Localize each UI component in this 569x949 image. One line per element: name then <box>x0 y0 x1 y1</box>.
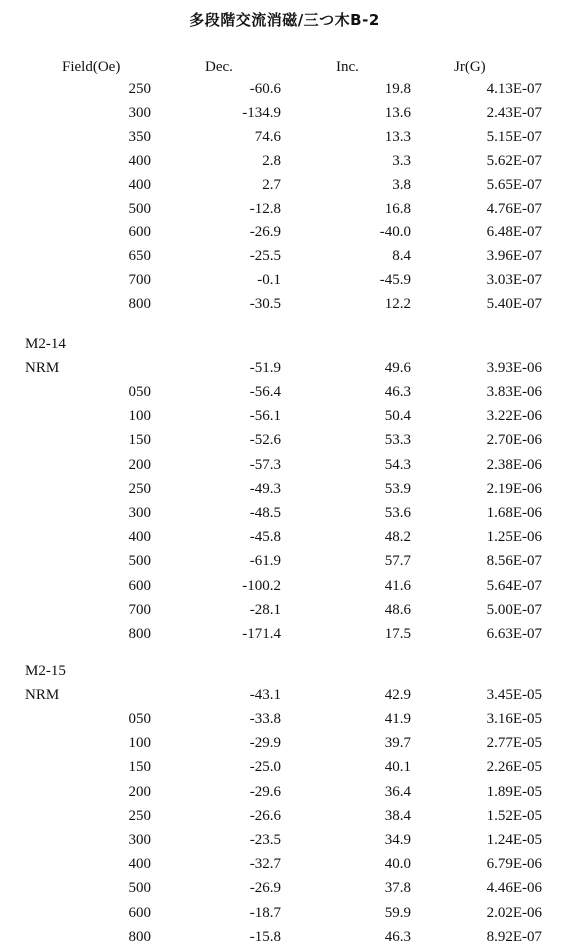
inc-value: 46.3 <box>384 928 411 945</box>
table-row <box>0 429 569 451</box>
dec-value: -26.6 <box>249 807 281 824</box>
dec-value: -15.8 <box>249 928 281 945</box>
dec-value: -56.4 <box>249 384 281 400</box>
nrm-row <box>0 684 569 706</box>
field-value: 050 <box>128 711 151 727</box>
table-row <box>0 902 569 924</box>
table-row <box>0 877 569 899</box>
field-value: 400 <box>128 856 151 873</box>
inc-value: 38.4 <box>384 807 411 824</box>
inc-value: 50.4 <box>384 408 411 425</box>
header-inc: Inc. <box>336 59 359 75</box>
field-value: 400 <box>128 152 151 169</box>
table-row <box>0 853 569 875</box>
jr-value: 1.25E-06 <box>486 529 542 546</box>
dec-value: -56.1 <box>249 408 281 425</box>
table-row <box>0 502 569 524</box>
inc-value: 53.3 <box>384 432 411 449</box>
dec-value: -60.6 <box>249 81 281 97</box>
inc-value: 40.1 <box>384 759 411 776</box>
dec-value: -32.7 <box>249 856 281 873</box>
inc-value: 3.3 <box>392 152 411 169</box>
table-row <box>0 150 569 172</box>
nrm-label: NRM <box>25 687 60 703</box>
inc-value: 53.9 <box>384 480 411 497</box>
table-row <box>0 526 569 548</box>
inc-value: -40.0 <box>379 224 411 241</box>
inc-value: 16.8 <box>384 200 411 217</box>
dec-value: -57.3 <box>249 456 281 473</box>
jr-value: 2.02E-06 <box>486 904 542 921</box>
dec-value: -0.1 <box>257 272 281 289</box>
field-value: 500 <box>128 200 151 217</box>
field-value: 250 <box>128 81 151 97</box>
header-field: Field(Oe) <box>62 59 121 75</box>
field-value: 350 <box>128 128 151 145</box>
dec-value: -33.8 <box>249 711 281 727</box>
table-row <box>0 708 569 730</box>
table-row <box>0 623 569 645</box>
dec-value: -28.1 <box>249 601 281 618</box>
jr-value: 3.83E-06 <box>486 384 542 400</box>
jr-value: 3.16E-05 <box>486 711 542 727</box>
field-value: 700 <box>128 601 151 618</box>
field-value: 600 <box>128 904 151 921</box>
inc-value: 42.9 <box>384 687 411 703</box>
table-row <box>0 198 569 220</box>
header-dec: Dec. <box>205 59 233 75</box>
dec-value: -171.4 <box>242 626 281 642</box>
dec-value: -49.3 <box>249 480 281 497</box>
inc-value: 41.6 <box>384 577 411 594</box>
jr-value: 2.19E-06 <box>486 480 542 497</box>
jr-value: 8.56E-07 <box>486 553 542 570</box>
table-row <box>0 550 569 572</box>
field-value: 300 <box>128 104 151 121</box>
field-value: 100 <box>128 408 151 425</box>
table-row <box>0 478 569 500</box>
field-value: 300 <box>128 832 151 848</box>
table-row <box>0 174 569 196</box>
inc-value: 41.9 <box>384 711 411 727</box>
table-row <box>0 221 569 243</box>
inc-value: 59.9 <box>384 904 411 921</box>
dec-value: -43.1 <box>249 687 281 703</box>
inc-value: 13.6 <box>384 104 411 121</box>
dec-value: -100.2 <box>242 577 281 594</box>
field-value: 250 <box>128 807 151 824</box>
dec-value: -23.5 <box>249 832 281 848</box>
sample-label: M2-15 <box>25 663 66 679</box>
dec-value: -25.5 <box>249 248 281 265</box>
field-value: 100 <box>128 735 151 752</box>
field-value: 050 <box>128 384 151 400</box>
field-value: 700 <box>128 272 151 289</box>
inc-value: 53.6 <box>384 505 411 521</box>
sample-label: M2-14 <box>25 336 66 352</box>
dec-value: -26.9 <box>249 224 281 241</box>
field-value: 200 <box>128 783 151 800</box>
jr-value: 2.26E-05 <box>486 759 542 776</box>
jr-value: 1.52E-05 <box>486 807 542 824</box>
jr-value: 5.64E-07 <box>486 577 542 594</box>
field-value: 500 <box>128 553 151 570</box>
inc-value: 13.3 <box>384 128 411 145</box>
jr-value: 5.40E-07 <box>486 296 542 313</box>
table-row <box>0 575 569 597</box>
inc-value: -45.9 <box>379 272 411 289</box>
inc-value: 36.4 <box>384 783 411 800</box>
jr-value: 2.70E-06 <box>486 432 542 449</box>
inc-value: 49.6 <box>384 360 411 376</box>
table-row <box>0 78 569 100</box>
jr-value: 1.24E-05 <box>486 832 542 848</box>
table-row <box>0 829 569 851</box>
jr-value: 3.93E-06 <box>486 360 542 376</box>
column-headers <box>0 56 569 78</box>
jr-value: 5.62E-07 <box>486 152 542 169</box>
jr-value: 5.65E-07 <box>486 176 542 193</box>
dec-value: 2.7 <box>262 176 281 193</box>
jr-value: 6.48E-07 <box>486 224 542 241</box>
dec-value: 2.8 <box>262 152 281 169</box>
table-row <box>0 599 569 621</box>
table-row <box>0 126 569 148</box>
jr-value: 6.63E-07 <box>486 626 542 642</box>
inc-value: 37.8 <box>384 880 411 897</box>
inc-value: 17.5 <box>384 626 411 642</box>
field-value: 200 <box>128 456 151 473</box>
field-value: 600 <box>128 224 151 241</box>
nrm-row <box>0 357 569 379</box>
inc-value: 40.0 <box>384 856 411 873</box>
jr-value: 2.43E-07 <box>486 104 542 121</box>
field-value: 150 <box>128 759 151 776</box>
table-row <box>0 454 569 476</box>
dec-value: -29.9 <box>249 735 281 752</box>
dec-value: -51.9 <box>249 360 281 376</box>
jr-value: 2.38E-06 <box>486 456 542 473</box>
inc-value: 39.7 <box>384 735 411 752</box>
jr-value: 3.96E-07 <box>486 248 542 265</box>
jr-value: 3.45E-05 <box>486 687 542 703</box>
field-value: 800 <box>128 626 151 642</box>
header-jr: Jr(G) <box>454 59 486 75</box>
dec-value: -48.5 <box>249 505 281 521</box>
table-row <box>0 245 569 267</box>
inc-value: 48.6 <box>384 601 411 618</box>
field-value: 250 <box>128 480 151 497</box>
table-row <box>0 381 569 403</box>
field-value: 800 <box>128 296 151 313</box>
field-value: 800 <box>128 928 151 945</box>
dec-value: -25.0 <box>249 759 281 776</box>
table-row <box>0 405 569 427</box>
field-value: 300 <box>128 505 151 521</box>
jr-value: 3.03E-07 <box>486 272 542 289</box>
jr-value: 5.00E-07 <box>486 601 542 618</box>
inc-value: 34.9 <box>384 832 411 848</box>
sample-label-row <box>0 333 569 355</box>
dec-value: -30.5 <box>249 296 281 313</box>
dec-value: -18.7 <box>249 904 281 921</box>
nrm-label: NRM <box>25 360 60 376</box>
inc-value: 54.3 <box>384 456 411 473</box>
field-value: 400 <box>128 176 151 193</box>
jr-value: 5.15E-07 <box>486 128 542 145</box>
inc-value: 48.2 <box>384 529 411 546</box>
jr-value: 1.89E-05 <box>486 783 542 800</box>
jr-value: 4.13E-07 <box>486 81 542 97</box>
dec-value: -61.9 <box>249 553 281 570</box>
inc-value: 12.2 <box>384 296 411 313</box>
inc-value: 8.4 <box>392 248 411 265</box>
table-row <box>0 805 569 827</box>
sample-label-row <box>0 660 569 682</box>
dec-value: -52.6 <box>249 432 281 449</box>
dec-value: -12.8 <box>249 200 281 217</box>
field-value: 500 <box>128 880 151 897</box>
jr-value: 4.46E-06 <box>486 880 542 897</box>
inc-value: 46.3 <box>384 384 411 400</box>
jr-value: 2.77E-05 <box>486 735 542 752</box>
field-value: 150 <box>128 432 151 449</box>
dec-value: -134.9 <box>242 104 281 121</box>
table-row <box>0 926 569 948</box>
inc-value: 19.8 <box>384 81 411 97</box>
jr-value: 1.68E-06 <box>486 505 542 521</box>
jr-value: 6.79E-06 <box>486 856 542 873</box>
table-row <box>0 269 569 291</box>
jr-value: 3.22E-06 <box>486 408 542 425</box>
field-value: 400 <box>128 529 151 546</box>
dec-value: -29.6 <box>249 783 281 800</box>
dec-value: 74.6 <box>254 128 281 145</box>
table-row <box>0 293 569 315</box>
table-row <box>0 756 569 778</box>
page-title: 多段階交流消磁/三つ木B-2 <box>189 11 380 29</box>
jr-value: 8.92E-07 <box>486 928 542 945</box>
dec-value: -45.8 <box>249 529 281 546</box>
table-row <box>0 732 569 754</box>
jr-value: 4.76E-07 <box>486 200 542 217</box>
field-value: 600 <box>128 577 151 594</box>
inc-value: 57.7 <box>384 553 411 570</box>
table-row <box>0 781 569 803</box>
table-row <box>0 102 569 124</box>
dec-value: -26.9 <box>249 880 281 897</box>
field-value: 650 <box>128 248 151 265</box>
inc-value: 3.8 <box>392 176 411 193</box>
